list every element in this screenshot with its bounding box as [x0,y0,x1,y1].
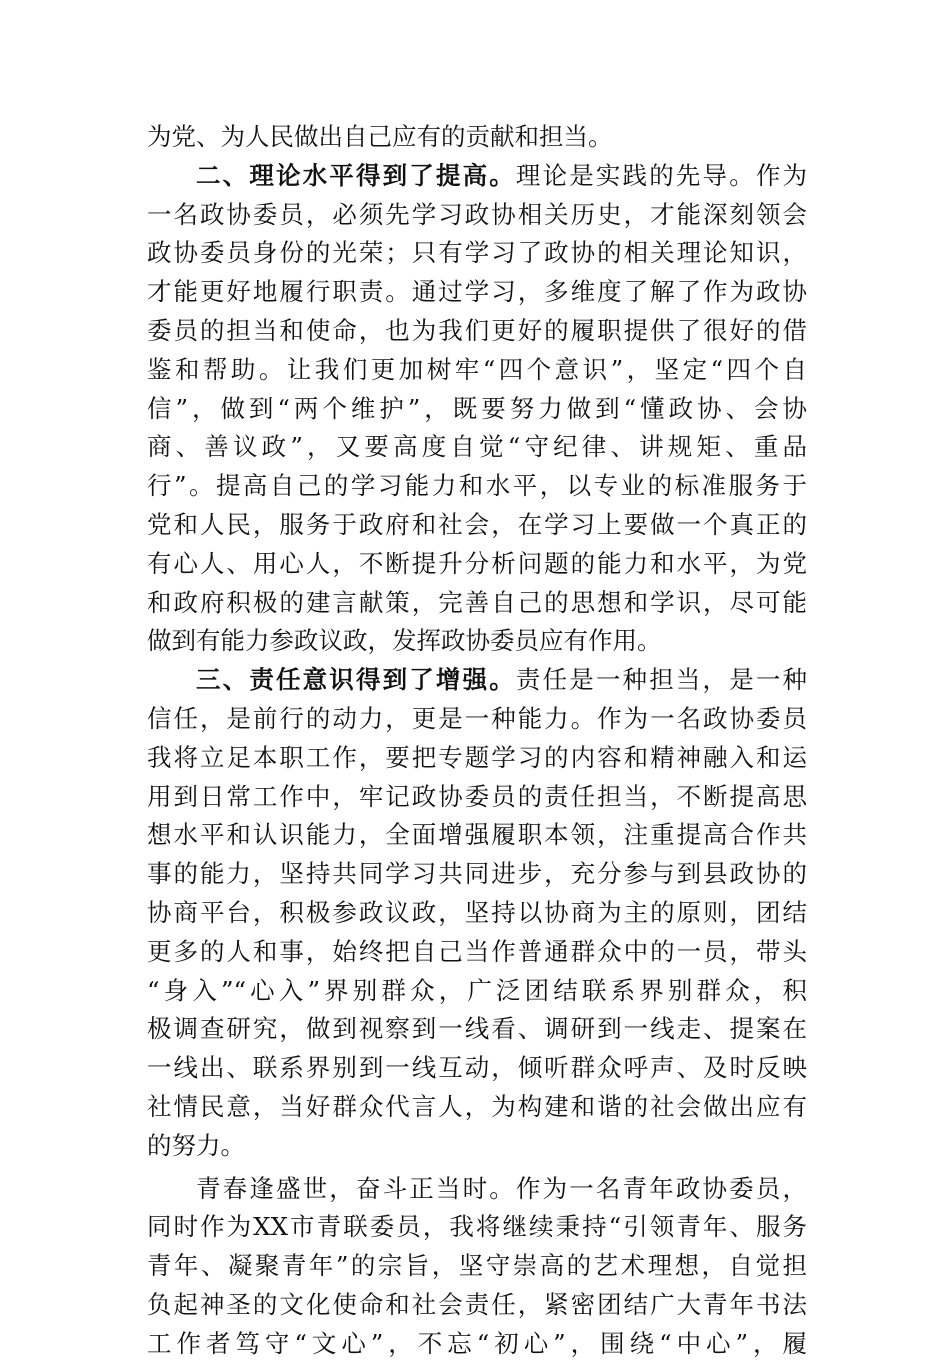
text-line: 委员的担当和使命，也为我们更好的履职提供了很好的借 [147,315,807,345]
paragraph [147,1170,807,1364]
text-line: 我将立足本职工作，要把专题学习的内容和精神融入和运 [147,742,807,772]
text-line: 负起神圣的文化使命和社会责任，紧密团结广大青年书法 [147,1289,807,1319]
text-line: 极调查研究，做到视察到一线看、调研到一线走、提案在 [147,1014,807,1044]
text-line: 有心人、用心人，不断提升分析问题的能力和水平，为党 [147,548,807,578]
text-line: 行”。提高自己的学习能力和水平，以专业的标准服务于 [147,471,807,501]
text-line: 商、善议政”，又要高度自觉“守纪律、讲规矩、重品 [147,432,807,462]
text-line: 为党、为人民做出自己应有的贡献和担当。 [147,122,613,151]
section-heading: 三、责任意识得到了增强。 [196,665,516,695]
text-line: 协商平台，积极参政议政，坚持以协商为主的原则，团结 [147,897,807,927]
text-line: 政协委员身份的光荣；只有学习了政协的相关理论知识， [147,238,807,268]
paragraph [147,118,807,157]
text-line: 鉴和帮助。让我们更加树牢“四个意识”，坚定“四个自 [147,354,807,384]
text-line: 事的能力，坚持共同学习共同进步，充分参与到县政协的 [147,859,807,889]
text-line: 信任，是前行的动力，更是一种能力。作为一名政协委员 [147,703,807,733]
text-line: 和政府积极的建言献策，完善自己的思想和学识，尽可能 [147,587,807,617]
text-line: 青春逢盛世，奋斗正当时。作为一名青年政协委员， [196,1173,807,1203]
text-line: 用到日常工作中，牢记政协委员的责任担当，不断提高思 [147,781,807,811]
text-line: 同时作为XX市青联委员，我将继续秉持“引领青年、服务 [147,1212,807,1242]
text-line [147,661,807,700]
text-line: 想水平和认识能力，全面增强履职本领，注重提高合作共 [147,820,807,850]
text-line: 才能更好地履行职责。通过学习，多维度了解了作为政协 [147,277,807,307]
text-line: 一线出、联系界别到一线互动，倾听群众呼声、及时反映 [147,1053,807,1083]
document-body [147,118,807,1364]
text-line [147,157,807,196]
text-line: 社情民意，当好群众代言人，为构建和谐的社会做出应有 [147,1091,807,1121]
text-line: 的努力。 [147,1130,245,1160]
text-run: 责任是一种担当，是一种 [515,665,808,695]
text-line: “身入”“心入”界别群众，广泛团结联系界别群众，积 [147,975,807,1005]
text-line: 更多的人和事，始终把自己当作普通群众中的一员，带头 [147,936,807,966]
text-line: 做到有能力参政议政，发挥政协委员应有作用。 [147,626,662,656]
section-heading: 二、理论水平得到了提高。 [196,160,516,190]
paragraph [147,157,807,661]
text-run: 理论是实践的先导。作为 [515,160,808,190]
text-line: 工作者笃守“文心”，不忘“初心”，围绕“中心”，履 [147,1328,807,1358]
paragraph [147,661,807,1165]
text-line: 一名政协委员，必须先学习政协相关历史，才能深刻领会 [147,199,807,229]
text-line: 信”，做到“两个维护”，既要努力做到“懂政协、会协 [147,393,807,423]
text-line: 青年、凝聚青年”的宗旨，坚守崇高的艺术理想，自觉担 [147,1251,807,1281]
text-line: 党和人民，服务于政府和社会，在学习上要做一个真正的 [147,509,807,539]
